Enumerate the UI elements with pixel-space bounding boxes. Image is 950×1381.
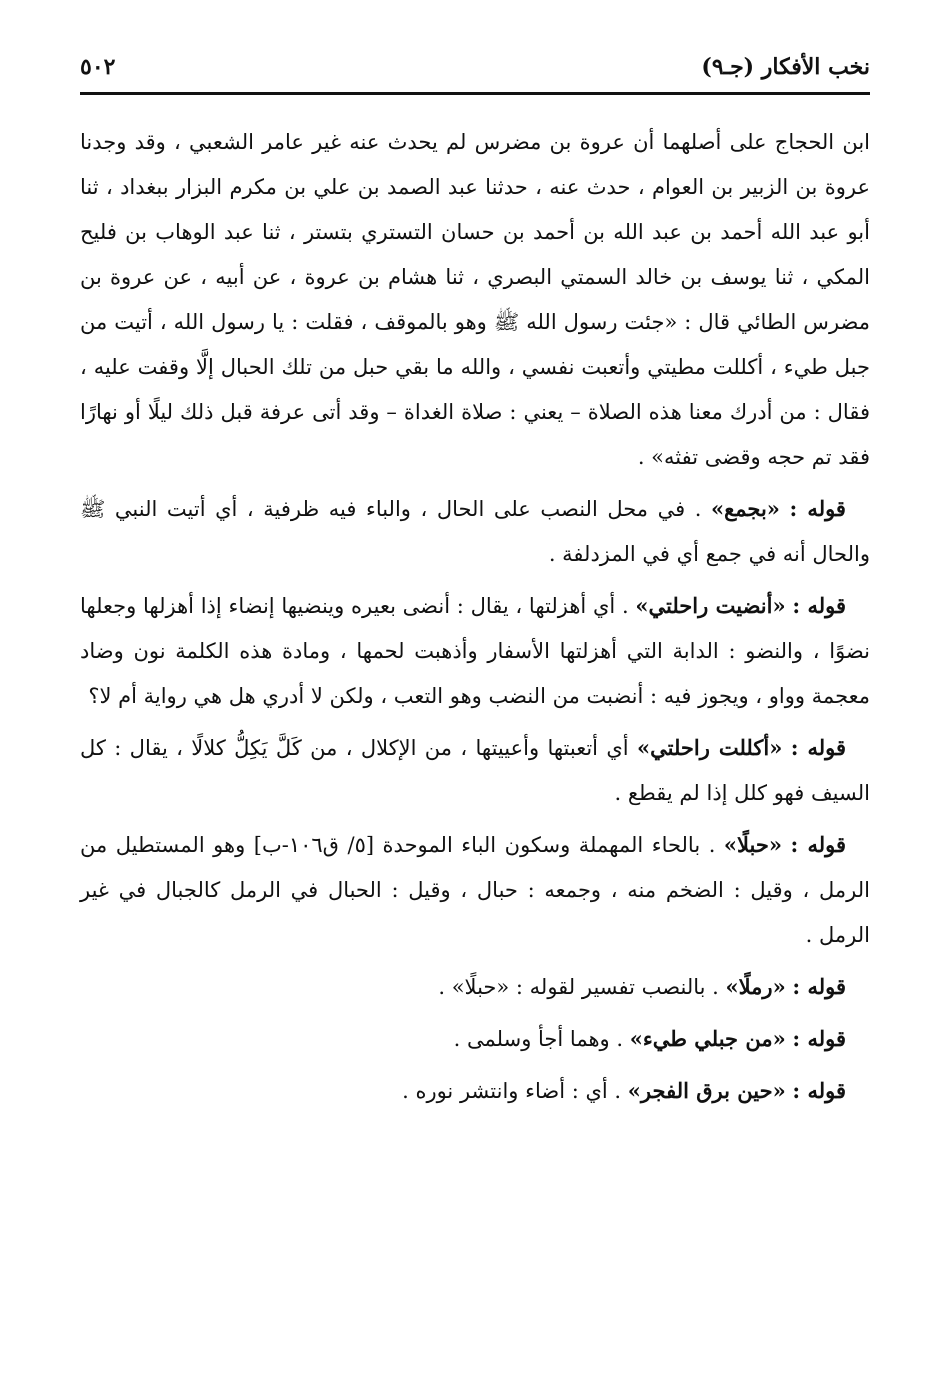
entry-lemma: «حين برق الفجر» bbox=[627, 1078, 786, 1103]
main-text bbox=[80, 120, 870, 1120]
commentary-entry bbox=[80, 486, 870, 577]
commentary-entry bbox=[80, 822, 870, 958]
entry-keyword: قوله : bbox=[790, 832, 846, 857]
entry-keyword: قوله : bbox=[790, 735, 846, 760]
commentary-entry bbox=[80, 964, 870, 1010]
page-number: ٥٠٢ bbox=[80, 54, 116, 80]
entry-keyword: قوله : bbox=[792, 1078, 846, 1103]
entry-lemma: «رملًا» bbox=[725, 974, 786, 999]
page-header bbox=[80, 52, 870, 96]
entry-keyword: قوله : bbox=[792, 1026, 846, 1051]
entry-lemma: «من جبلي طيء» bbox=[629, 1026, 786, 1051]
entry-keyword: قوله : bbox=[792, 974, 846, 999]
entry-text: . وهما أجأ وسلمى . bbox=[453, 1027, 624, 1051]
entry-text: . أي أهزلتها ، يقال : أنضى بعيره وينضيها إنضاء إذا أهزلها وجعلها نضوًا ، والنضو : الدابة التي أهزلتها الأسفار وأذهبت لحمها ، ومادة هذه الكلمة نون وضاد معجمة وواو ، ويجوز فيه : أنضبت من النضب وهو التعب ، ولكن لا أدري هل هي رواية أم لا؟ bbox=[80, 594, 870, 708]
paragraph-text: ابن الحجاج على أصلهما أن عروة بن مضرس لم يحدث عنه غير عامر الشعبي ، وقد وجدنا عروة بن الزبير بن العوام ، حدث عنه ، حدثنا عبد الصمد بن علي بن مكرم البزار ببغداد ، ثنا أبو عبد الله أحمد بن عبد الله بن أحمد بن حسان التستري بتستر ، ثنا عبد الوهاب بن فليح المكي ، ثنا يوسف بن خالد السمتي البصري ، ثنا هشام بن عروة ، عن أبيه ، عن عروة بن مضرس الطائي قال : «جئت رسول الله ﷺ وهو بالموقف ، فقلت : يا رسول الله ، أتيت من جبل طيء ، أكللت مطيتي وأتعبت نفسي ، والله ما بقي حبل من تلك الحبال إلَّا وقفت عليه ، فقال : من أدرك معنا هذه الصلاة – يعني : صلاة الغداة – وقد أتى عرفة قبل ذلك ليلًا أو نهارًا فقد تم حجه وقضى تفثه» . bbox=[80, 130, 870, 469]
entry-lemma: «أنضيت راحلتي» bbox=[635, 593, 786, 618]
commentary-entry bbox=[80, 725, 870, 816]
entry-lemma: «بجمع» bbox=[710, 496, 780, 521]
entry-lemma: «أكللت راحلتي» bbox=[636, 735, 783, 760]
commentary-entry bbox=[80, 583, 870, 719]
entry-text: أي أتعبتها وأعييتها ، من الإكلال ، من كَلَّ يَكِلُّ كلالًا ، يقال : كل السيف فهو كلل إذا لم يقطع . bbox=[80, 736, 870, 805]
paragraph-hadith bbox=[80, 120, 870, 480]
entry-keyword: قوله : bbox=[792, 593, 846, 618]
entry-text: . بالنصب تفسير لقوله : «حبلًا» . bbox=[438, 975, 719, 999]
entry-text: . أي : أضاء وانتشر نوره . bbox=[402, 1079, 622, 1103]
running-title: نخب الأفكار (جـ٩) bbox=[701, 54, 870, 80]
header-rule bbox=[80, 92, 870, 95]
entry-keyword: قوله : bbox=[789, 496, 846, 521]
entry-text: . بالحاء المهملة وسكون الباء الموحدة [٥/ ق١٠٦-ب] وهو المستطيل من الرمل ، وقيل : الضخم منه ، وجمعه : حبال ، وقيل : الحبال في الرمل كالجبال في غير الرمل . bbox=[80, 833, 870, 947]
commentary-entry bbox=[80, 1016, 870, 1062]
entry-lemma: «حبلًا» bbox=[723, 832, 783, 857]
commentary-entry bbox=[80, 1068, 870, 1114]
entry-text: . في محل النصب على الحال ، والباء فيه ظرفية ، أي أتيت النبي ﷺ والحال أنه في جمع أي في المزدلفة . bbox=[80, 497, 870, 566]
